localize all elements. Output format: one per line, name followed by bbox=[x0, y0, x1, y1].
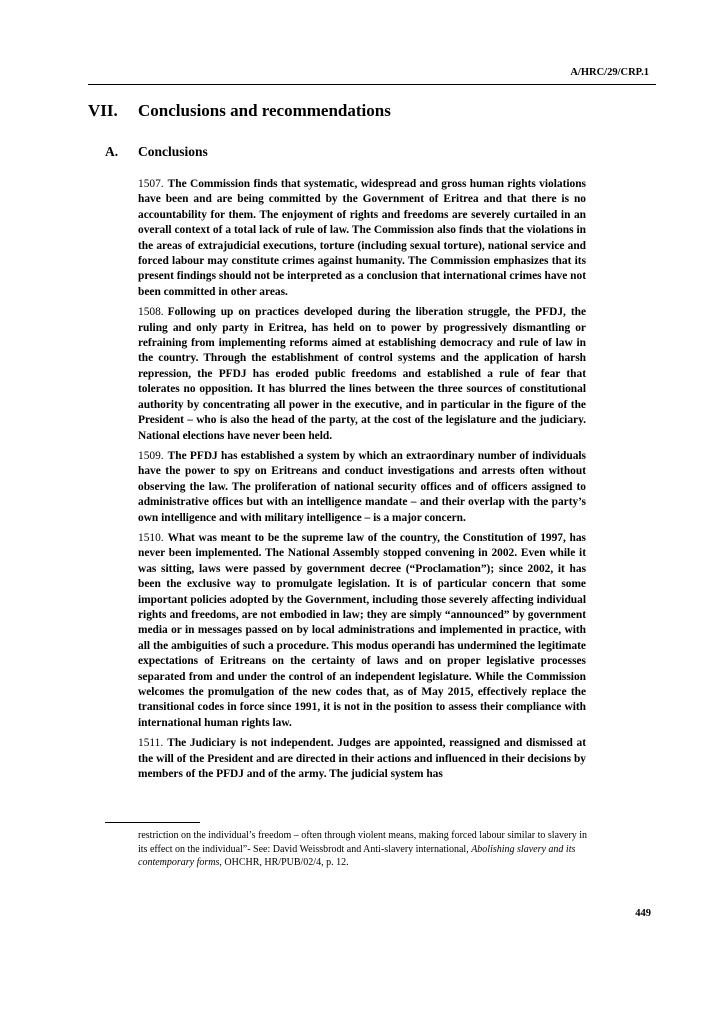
footnote bbox=[138, 829, 588, 870]
paragraph-number: 1509. bbox=[138, 449, 164, 462]
paragraph-1510 bbox=[138, 531, 586, 731]
footnote-text-after: , OHCHR, HR/PUB/02/4, p. 12. bbox=[219, 857, 349, 869]
paragraph-1508 bbox=[138, 305, 586, 444]
paragraph-text: The PFDJ has established a system by which an extraordinary number of individuals have the power to spy on Eritreans and conduct investigations and arrests often without observing the law. The proliferation of national security offices and of officers assigned to administrative offices but with an intelligence mandate – and their overlap with the party’s own intelligence and with military intelligence – is a major concern. bbox=[138, 449, 586, 524]
section-title bbox=[105, 144, 208, 160]
paragraph-text: What was meant to be the supreme law of the country, the Constitution of 1997, has never been implemented. The National Assembly stopped convening in 2002. Even while it was sitting, laws were passed by government decree (“Proclamation”); since 2002, it has been the exclusive way to promulgate legislation. It is of particular concern that some important policies adopted by the Government, including those severely affecting individual rights and freedoms, are not embodied in law; they are simply “announced” by government media or in messages passed on by local administrations and implemented in practice, with all the ambiguities of such a procedure. This modus operandi has undermined the legitimate expectations of Eritreans on the certainty of laws and on proper legislative processes separated from and under the control of an independent legislature. While the Commission welcomes the promulgation of the new codes that, as of May 2015, effectively replace the transitional codes in force since 1991, it is not in the position to assess their compliance with international human rights law. bbox=[138, 531, 586, 729]
footnote-text-before: restriction on the individual’s freedom – often through violent means, making forced labour similar to slavery in its effect on the individual”- See: David Weissbrodt and Anti-slavery international, bbox=[138, 830, 588, 855]
conclusions-body bbox=[138, 177, 586, 787]
paragraph-number: 1507. bbox=[138, 178, 164, 190]
footnote-cited-title: Abolishing slavery and its contemporary forms bbox=[138, 843, 576, 869]
page-number: 449 bbox=[635, 908, 651, 919]
paragraph-1511 bbox=[138, 736, 586, 782]
chapter-title-text: Conclusions and recommendations bbox=[138, 101, 391, 120]
footnote-divider bbox=[105, 822, 200, 823]
chapter-number: VII. bbox=[88, 101, 118, 120]
section-title-text: Conclusions bbox=[138, 144, 208, 159]
paragraph-number: 1510. bbox=[138, 531, 164, 544]
document-symbol: A/HRC/29/CRP.1 bbox=[570, 67, 649, 78]
paragraph-1509 bbox=[138, 449, 586, 526]
chapter-title bbox=[88, 101, 391, 121]
paragraph-1507 bbox=[138, 177, 586, 300]
paragraph-text: The Commission finds that systematic, widespread and gross human rights violations have been and are being committed by the Government of Eritrea and that there is no accountability for them. The enjoyment of rights and freedoms are severely curtailed in an overall context of a total lack of rule of law. The Commission also finds that the violations in the areas of extrajudicial executions, torture (including sexual torture), national service and forced labour may constitute crimes against humanity. The Commission emphasizes that its present findings should not be interpreted as a conclusion that international crimes have not been committed in other areas. bbox=[138, 178, 586, 298]
paragraph-text: The Judiciary is not independent. Judges are appointed, reassigned and dismissed at the will of the President and are directed in their actions and influenced in their decisions by members of the PFDJ and of the army. The judicial system has bbox=[138, 737, 586, 781]
paragraph-number: 1508. bbox=[138, 306, 164, 319]
paragraph-text: Following up on practices developed during the liberation struggle, the PFDJ, the ruling and only party in Eritrea, has held on to power by progressively dismantling or refraining from implementing reforms aimed at establishing democracy and rule of law in the country. Through the establishment of control systems and the application of harsh repression, the PFDJ has eroded public freedoms and established a rule of fear that tolerates no opposition. It has blurred the lines between the three sources of constitutional authority by concentrating all power in the executive, and in particular in the figure of the President – who is also the head of the party, at the cost of the legislature and the judiciary. National elections have never been held. bbox=[138, 306, 586, 442]
paragraph-number: 1511. bbox=[138, 737, 164, 750]
header-divider bbox=[88, 84, 656, 85]
section-letter: A. bbox=[105, 144, 119, 159]
